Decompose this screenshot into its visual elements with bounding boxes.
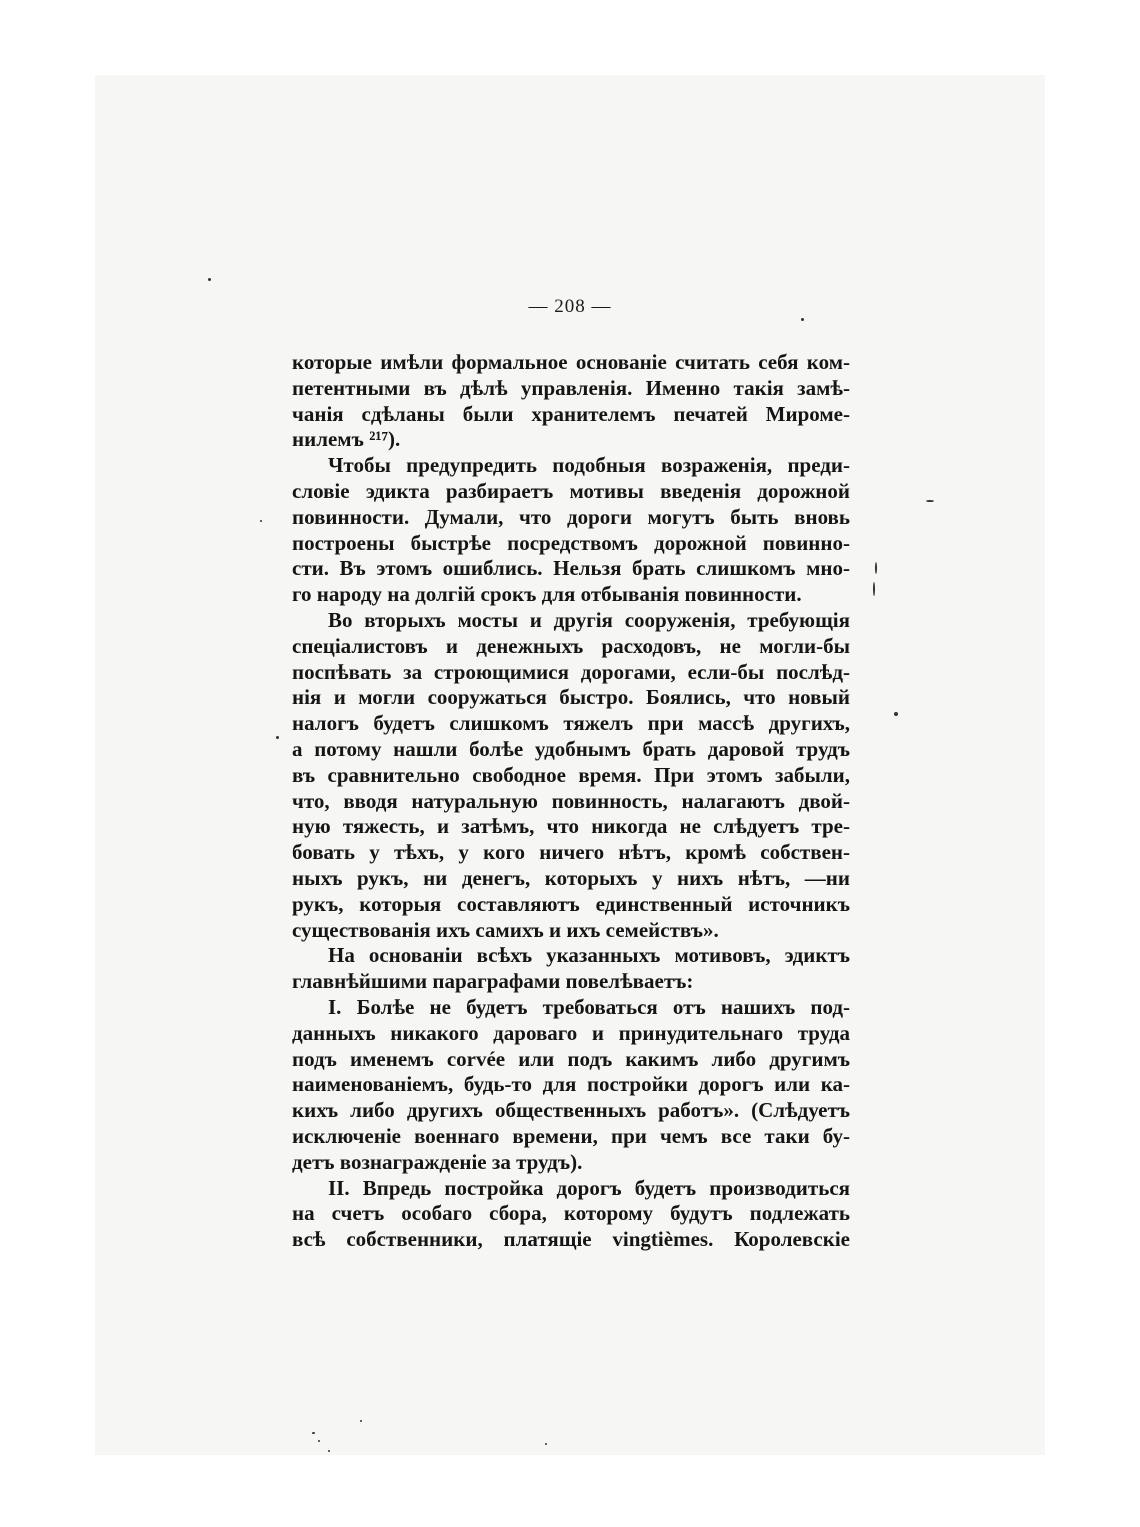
text-line: существованія ихъ самихъ и ихъ семействъ». (292, 917, 719, 942)
scan-speck (360, 1420, 362, 1422)
text-line: рукъ, которыя составляютъ единственный источникъ (292, 891, 850, 916)
text-line: данныхъ никакого дароваго и принудительнаго труда (292, 1020, 850, 1045)
scan-speck (312, 1432, 315, 1434)
text-line: Чтобы предупредить подобныя возраженія, преди- (328, 453, 850, 478)
text-line: ную тяжесть, и затѣмъ, что никогда не слѣдуетъ тре- (292, 814, 850, 839)
text-line: I. Болѣе не будетъ требоваться отъ нашихъ под- (328, 994, 850, 1019)
text-line: петентными въ дѣлѣ управленія. Именно такія замѣ- (292, 375, 850, 400)
text-line: Во вторыхъ мосты и другія сооруженія, требующія (328, 607, 850, 632)
text-line: наименованіемъ, будь-то для постройки дорогъ или ка- (292, 1072, 850, 1097)
text-line: словіе эдикта разбираетъ мотивы введенія дорожной (292, 478, 850, 503)
scan-speck (328, 1450, 330, 1452)
page-number: — 208 — (528, 296, 612, 317)
text-line: кихъ либо другихъ общественныхъ работъ». (Слѣдуетъ (292, 1098, 850, 1123)
text-line: сти. Въ этомъ ошиблись. Нельзя брать слишкомъ мно- (292, 556, 850, 581)
text-line: подъ именемъ corvée или подъ какимъ либо другимъ (292, 1046, 850, 1071)
text-line: исключеніе военнаго времени, при чемъ все таки бу- (292, 1123, 850, 1148)
text-line: всѣ собственники, платящіе vingtièmes. Королевскіе (292, 1227, 850, 1252)
text-line: построены быстрѣе посредствомъ дорожной повинно- (292, 530, 850, 555)
text-line: поспѣвать за строющимися дорогами, если-бы послѣд- (292, 659, 850, 684)
text-line: детъ вознагражденіе за трудъ). (292, 1149, 583, 1174)
scan-speck (801, 318, 804, 321)
text-line: главнѣйшими параграфами повелѣваетъ: (292, 969, 694, 994)
text-line: на счетъ особаго сбора, которому будутъ подлежать (292, 1201, 850, 1226)
scan-speck (260, 520, 262, 522)
scan-speck (894, 712, 898, 716)
scan-speck (926, 500, 934, 502)
text-line: что, вводя натуральную повинность, налагаютъ двой- (292, 788, 850, 813)
scan-speck (318, 1440, 320, 1442)
scan-speck (545, 1443, 547, 1445)
text-line: II. Впредь постройка дорогъ будетъ производиться (328, 1175, 850, 1200)
text-line: нія и могли сооружаться быстро. Боялись, что новый (292, 685, 850, 710)
text-line: повинности. Думали, что дороги могутъ быть вновь (292, 504, 850, 529)
text-line: чанія сдѣланы были хранителемъ печатей Миромe- (292, 401, 850, 426)
text-line: которые имѣли формальное основаніе считать себя ком- (292, 350, 850, 374)
text-line: спеціалистовъ и денежныхъ расходовъ, не могли-бы (292, 633, 850, 658)
body-text (292, 350, 850, 1253)
text-line: го народу на долгій срокъ для отбыванія повинности. (292, 582, 802, 607)
text-line: ныхъ рукъ, ни денегъ, которыхъ у нихъ нѣтъ, —ни (292, 865, 850, 890)
scan-speck (875, 562, 877, 574)
scan-speck (208, 278, 211, 281)
text-line: На основаніи всѣхъ указанныхъ мотивовъ, эдиктъ (328, 943, 850, 968)
text-line: нилемъ ²¹⁷). (292, 427, 401, 452)
text-line: а потому нашли болѣе удобнымъ брать даровой трудъ (292, 736, 850, 761)
text-line: бовать у тѣхъ, у кого ничего нѣтъ, кромѣ собствен- (292, 840, 850, 865)
scan-speck (873, 582, 875, 596)
scan-speck (276, 736, 279, 739)
text-line: налогъ будетъ слишкомъ тяжелъ при массѣ другихъ, (292, 711, 850, 736)
text-line: въ сравнительно свободное время. При этомъ забыли, (292, 762, 850, 787)
